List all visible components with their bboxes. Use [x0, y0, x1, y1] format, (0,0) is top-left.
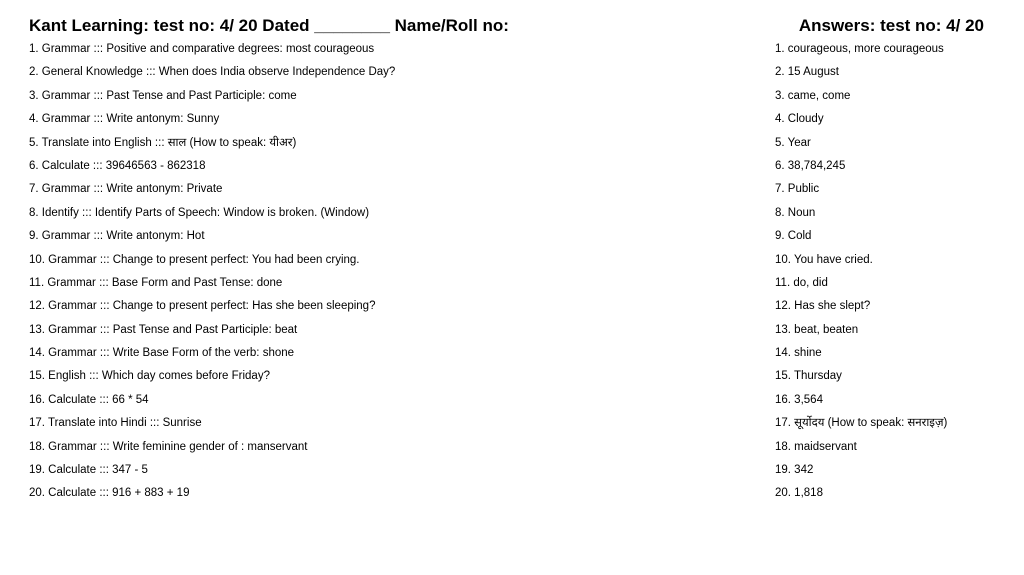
- answer-item: 13. beat, beaten: [775, 323, 859, 336]
- answer-item: 1. courageous, more courageous: [775, 43, 944, 55]
- answers-list: [775, 41, 1010, 509]
- question-item: 14. Grammar ::: Write Base Form of the verb: shone: [29, 347, 295, 360]
- question-item: 7. Grammar ::: Write antonym: Private: [29, 183, 223, 196]
- question-item: 5. Translate into English ::: साल (How to speak: यीअर): [29, 136, 297, 149]
- question-item: 10. Grammar ::: Change to present perfect: You had been crying.: [29, 253, 360, 266]
- questions-list: [29, 41, 729, 509]
- answer-item: 20. 1,818: [775, 487, 823, 500]
- test-title: Kant Learning: test no: 4/ 20 Dated ________ Name/Roll no:: [29, 16, 509, 35]
- question-item: 16. Calculate ::: 66 * 54: [29, 393, 149, 406]
- question-item: 8. Identify ::: Identify Parts of Speech: Window is broken. (Window): [29, 206, 370, 219]
- answer-item: 17. सूर्योदय (How to speak: सनराइज़): [775, 417, 948, 430]
- answer-item: 2. 15 August: [775, 66, 839, 79]
- question-item: 3. Grammar ::: Past Tense and Past Participle: come: [29, 89, 297, 102]
- answer-item: 4. Cloudy: [775, 113, 824, 126]
- answer-item: 18. maidservant: [775, 440, 857, 453]
- question-item: 6. Calculate ::: 39646563 - 862318: [29, 159, 206, 172]
- question-item: 13. Grammar ::: Past Tense and Past Participle: beat: [29, 323, 298, 336]
- answer-item: 19. 342: [775, 464, 814, 477]
- question-item: 15. English ::: Which day comes before Friday?: [29, 370, 270, 383]
- answer-item: 15. Thursday: [775, 370, 842, 383]
- answer-item: 14. shine: [775, 347, 822, 360]
- question-item: 20. Calculate ::: 916 + 883 + 19: [29, 487, 190, 500]
- answer-item: 11. do, did: [775, 276, 828, 289]
- question-item: 12. Grammar ::: Change to present perfect: Has she been sleeping?: [29, 300, 376, 313]
- answer-item: 12. Has she slept?: [775, 300, 871, 313]
- answer-item: 8. Noun: [775, 206, 816, 219]
- question-item: 17. Translate into Hindi ::: Sunrise: [29, 417, 202, 430]
- answer-item: 16. 3,564: [775, 393, 823, 406]
- question-item: 1. Grammar ::: Positive and comparative degrees: most courageous: [29, 43, 375, 55]
- question-item: 9. Grammar ::: Write antonym: Hot: [29, 230, 205, 243]
- question-item: 18. Grammar ::: Write feminine gender of : manservant: [29, 440, 308, 453]
- answer-item: 7. Public: [775, 183, 820, 196]
- question-item: 4. Grammar ::: Write antonym: Sunny: [29, 113, 220, 126]
- question-item: 19. Calculate ::: 347 - 5: [29, 464, 148, 477]
- question-item: 11. Grammar ::: Base Form and Past Tense: done: [29, 276, 283, 289]
- answer-item: 10. You have cried.: [775, 253, 873, 266]
- answers-title: Answers: test no: 4/ 20: [798, 16, 984, 35]
- answer-item: 6. 38,784,245: [775, 159, 846, 172]
- answer-item: 3. came, come: [775, 89, 851, 102]
- answer-item: 5. Year: [775, 136, 811, 149]
- question-item: 2. General Knowledge ::: When does India observe Independence Day?: [29, 66, 396, 79]
- answer-item: 9. Cold: [775, 230, 812, 243]
